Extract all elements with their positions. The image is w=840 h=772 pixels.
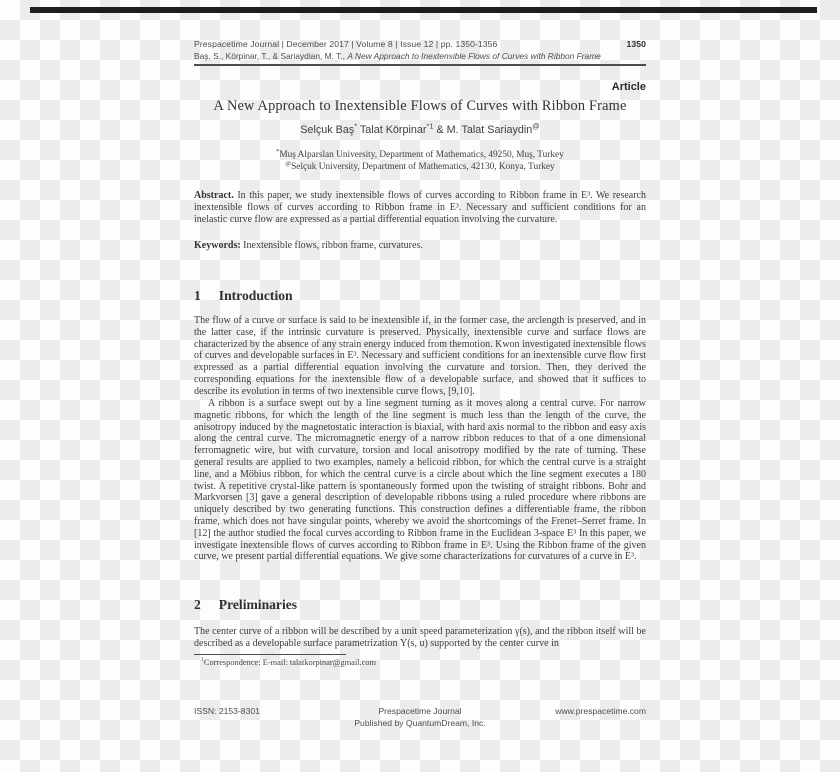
affiliations bbox=[194, 149, 646, 173]
author-3-affiliation-mark: @ bbox=[532, 121, 540, 131]
author-3: M. Talat Sariaydin bbox=[446, 124, 533, 136]
section-1-title: Introduction bbox=[218, 288, 293, 303]
citation-title: A New Approach to Inextensible Flows of Curves with Ribbon Frame bbox=[347, 51, 601, 61]
page-footer bbox=[194, 704, 646, 734]
paper-title: A New Approach to Inextensible Flows of Curves with Ribbon Frame bbox=[213, 98, 627, 114]
abstract-label: Abstract. bbox=[194, 190, 234, 201]
author-2: Talat Körpinar bbox=[357, 124, 427, 136]
author-byline bbox=[194, 121, 646, 136]
journal-issue-text: Prespacetime Journal | December 2017 | Volume 8 | Issue 12 | pp. 1350-1356 bbox=[194, 39, 498, 49]
scan-artifact-bar bbox=[30, 7, 817, 13]
citation-authors: Baş, S., Körpinar, T., & Sariaydian, M. T., bbox=[194, 51, 348, 61]
section-2-title: Preliminaries bbox=[218, 597, 298, 612]
article-type-label: Article bbox=[611, 81, 646, 93]
author-1-affiliation-mark: * bbox=[354, 121, 358, 131]
section-2-number: 2 bbox=[194, 597, 201, 612]
introduction-paragraph-1: The flow of a curve or surface is said to be inextensible if, in the former case, the arclength is preserved, and in the latter case, if the intrinsic curvature is preserved. Physically, inextensible curve and surface flows are characterized by the absence of any strain energy induced from themotion. Kwon investigated inextensible flows of curves and developable surfaces in E³. Necessary and sufficient conditions for an inextensible curve flow first expressed as a partial differential equation involving the curvature and torsion. Then, they derived the corresponding equations for the inextensible flow of a developable surface, and showed that it suffices to describe its evolution in terms of two inextensible curve flows, [9,10]. bbox=[194, 315, 646, 397]
abstract-paragraph bbox=[194, 190, 646, 225]
correspondence-footnote bbox=[201, 658, 641, 667]
footnote-rule bbox=[194, 654, 346, 655]
keywords-line bbox=[194, 240, 646, 252]
affiliation-1 bbox=[194, 149, 646, 161]
author-2-affiliation-mark: *1 bbox=[426, 121, 434, 131]
keywords-text: Inextensible flows, ribbon frame, curvatures. bbox=[243, 240, 423, 251]
affiliation-2 bbox=[194, 161, 646, 173]
affiliation-2-mark: @ bbox=[285, 159, 292, 167]
section-heading-introduction bbox=[194, 288, 646, 304]
journal-issue-line bbox=[194, 39, 646, 50]
byline-ampersand: & bbox=[433, 124, 447, 136]
keywords-label: Keywords: bbox=[194, 240, 241, 251]
footer-website: www.prespacetime.com bbox=[555, 706, 646, 716]
affiliation-2-text: Selçuk University, Department of Mathematics, 42130, Konya, Turkey bbox=[291, 162, 555, 172]
footer-publisher: Published by QuantumDream, Inc. bbox=[354, 717, 486, 728]
affiliation-1-mark: * bbox=[276, 147, 280, 155]
abstract-text: In this paper, we study inextensible flows of curves according to Ribbon frame in E³. We research inextensible flows of curves according to Ribbon frame in E³. Necessary and sufficient conditions for an inelastic curve flow are expressed as a partial differential equation involving the curvature. bbox=[194, 190, 647, 225]
footnote-mark: 1 bbox=[201, 657, 204, 664]
running-head bbox=[194, 39, 646, 66]
citation-line bbox=[194, 51, 646, 61]
issn-label: ISSN: 2153-8301 bbox=[194, 706, 260, 716]
author-1: Selçuk Baş bbox=[300, 124, 355, 136]
footer-journal-name: Prespacetime Journal bbox=[378, 706, 462, 716]
affiliation-1-text: Muş Alparslan University, Department of Mathematics, 49250, Muş, Turkey bbox=[279, 150, 564, 160]
introduction-paragraph-2: A ribbon is a surface swept out by a line segment turning as it moves along a central curve. For narrow magnetic ribbons, for which the length of the line segment is much less than the length of the curve, the anisotropy induced by the magnetostatic interaction is biaxial, with hard axis normal to the ribbon and easy axis along the central curve. The micromagnetic energy of a narrow ribbon reduces to that of a one dimensional ferromagnetic wire, but with curvature, torsion and local anisotropy modified by the rate of turning. These general results are applied to two examples, namely a helicoid ribbon, for which the central curve is a straight line, and a Möbius ribbon, for which the central curve is a circle about which the line segment executes a 180 twist. A repetitive crystal-like pattern is spontaneously formed upon the twisting of straight ribbons. Bohr and Markvorsen [3] gave a general description of developable ribbons using a ruled procedure where ribbons are uniquely described by two generating functions. This construction defines a differentiable frame, the ribbon frame, which does not have singular points, whereby we avoid the shortcomings of the Frenet–Serret frame. In [12] the author studied the focal curves according to Ribbon frame in the Euclidean 3-space E³ In this paper, we investigate inextensible flows of curves according to Ribbon frame in E³. Using the Ribbon frame of the given curve, we present partial differential equations. We give some characterizations for curvatures of a curve in E³. bbox=[194, 398, 646, 563]
footnote-text: Correspondence: E-mail: talatkorpinar@gmail.com bbox=[203, 658, 376, 667]
section-heading-preliminaries bbox=[194, 597, 646, 613]
section-1-number: 1 bbox=[194, 288, 201, 303]
page-number: 1350 bbox=[626, 39, 646, 49]
preliminaries-paragraph-1: The center curve of a ribbon will be described by a unit speed parameterization γ(s), and the ribbon itself will be described as a developable surface parametrization Υ(s, u) supported by the center curve in bbox=[194, 626, 646, 649]
